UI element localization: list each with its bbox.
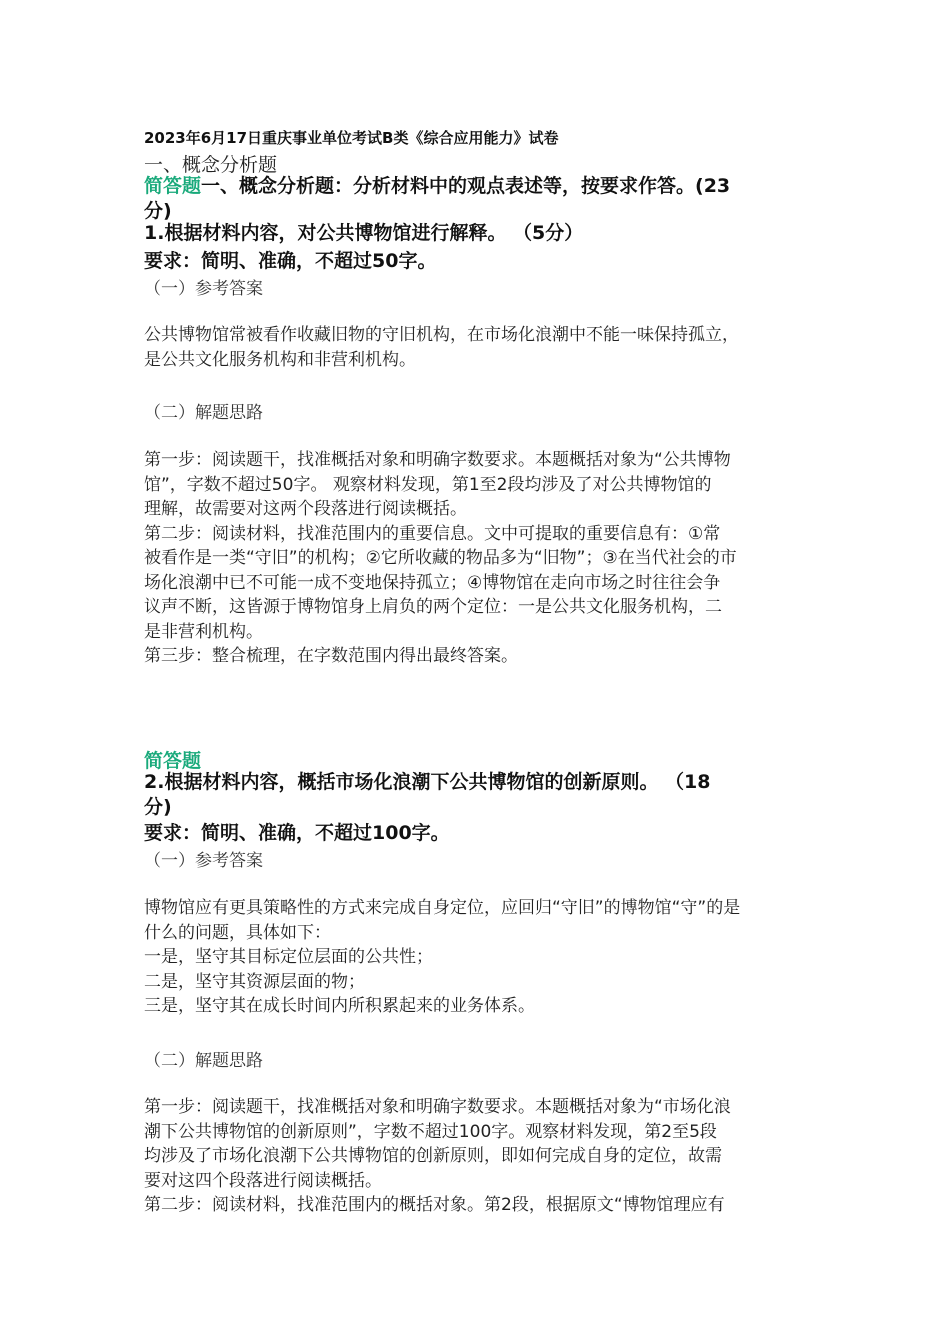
q1-thinking: [144, 448, 819, 669]
thinking-line: 议声不断，这皆源于博物馆身上肩负的两个定位：一是公共文化服务机构，二: [144, 597, 722, 617]
answer-line: 二是，坚守其资源层面的物；: [144, 971, 365, 992]
q2-title-line2: 分): [144, 796, 172, 818]
q2-title: [144, 770, 819, 820]
thinking-line: 第三步：整合梳理，在字数范围内得出最终答案。: [144, 646, 518, 666]
answer-line: 博物馆应有更具策略性的方式来完成自身定位，应回归“守旧”的博物馆“守”的是: [144, 898, 741, 918]
q2-thinking-label: （二）解题思路: [144, 1051, 263, 1071]
q1-requirement: 要求：简明、准确，不超过50字。: [144, 250, 437, 272]
thinking-line: 第一步：阅读题干，找准概括对象和明确字数要求。本题概括对象为“公共博物: [144, 450, 731, 470]
thinking-line: 馆”，字数不超过50字。 观察材料发现，第1至2段均涉及了对公共博物馆的: [144, 474, 712, 495]
thinking-line: 被看作是一类“守旧”的机构；②它所收藏的物品多为“旧物”；③在当代社会的市: [144, 548, 737, 568]
answer-line: 一是，坚守其目标定位层面的公共性；: [144, 947, 433, 967]
answer-line: 是公共文化服务机构和非营利机构。: [144, 349, 416, 370]
thinking-line: 均涉及了市场化浪潮下公共博物馆的创新原则，即如何完成自身的定位，故需: [144, 1146, 722, 1166]
q1-thinking-label: （二）解题思路: [144, 403, 263, 423]
q2-answer: [144, 896, 819, 1019]
thinking-line: 场化浪潮中已不可能一成不变地保持孤立；④博物馆在走向市场之时往往会争: [144, 572, 721, 593]
q1-instruction-line2: 分): [144, 200, 172, 222]
section-label: 一、概念分析题: [144, 154, 278, 176]
q2-thinking: [144, 1095, 819, 1218]
answer-line: 三是，坚守其在成长时间内所积累起来的业务体系。: [144, 996, 535, 1016]
q1-answer: [144, 323, 819, 372]
thinking-line: 第一步：阅读题干，找准概括对象和明确字数要求。本题概括对象为“市场化浪: [144, 1097, 731, 1117]
q2-type-tag: 简答题: [144, 750, 202, 772]
answer-line: 公共博物馆常被看作收藏旧物的守旧机构，在市场化浪潮中不能一味保持孤立，: [144, 325, 739, 345]
thinking-line: 要对这四个段落进行阅读概括。: [144, 1170, 382, 1191]
q1-instruction-line1: 一、概念分析题：分析材料中的观点表述等，按要求作答。(23: [201, 175, 731, 197]
thinking-line: 潮下公共博物馆的创新原则”，字数不超过100字。观察材料发现，第2至5段: [144, 1121, 717, 1142]
q1-instruction: [144, 174, 819, 224]
q1-type-tag: 简答题: [144, 175, 202, 197]
answer-line: 什么的问题，具体如下：: [144, 922, 331, 943]
q1-answer-label: （一）参考答案: [144, 279, 263, 299]
thinking-line: 第二步：阅读材料，找准范围内的重要信息。文中可提取的重要信息有：①常: [144, 523, 721, 544]
q2-requirement: 要求：简明、准确，不超过100字。: [144, 822, 450, 844]
thinking-line: 理解，故需要对这两个段落进行阅读概括。: [144, 499, 467, 519]
thinking-line: 是非营利机构。: [144, 621, 263, 642]
document-title: 2023年6月17日重庆事业单位考试B类《综合应用能力》试卷: [144, 129, 559, 147]
q2-answer-label: （一）参考答案: [144, 851, 263, 871]
q1-title: 1.根据材料内容，对公共博物馆进行解释。 （5分）: [144, 222, 584, 244]
thinking-line: 第二步：阅读材料，找准范围内的概括对象。第2段，根据原文“博物馆理应有: [144, 1195, 725, 1215]
q2-title-line1: 2.根据材料内容，概括市场化浪潮下公共博物馆的创新原则。 （18: [144, 771, 711, 793]
